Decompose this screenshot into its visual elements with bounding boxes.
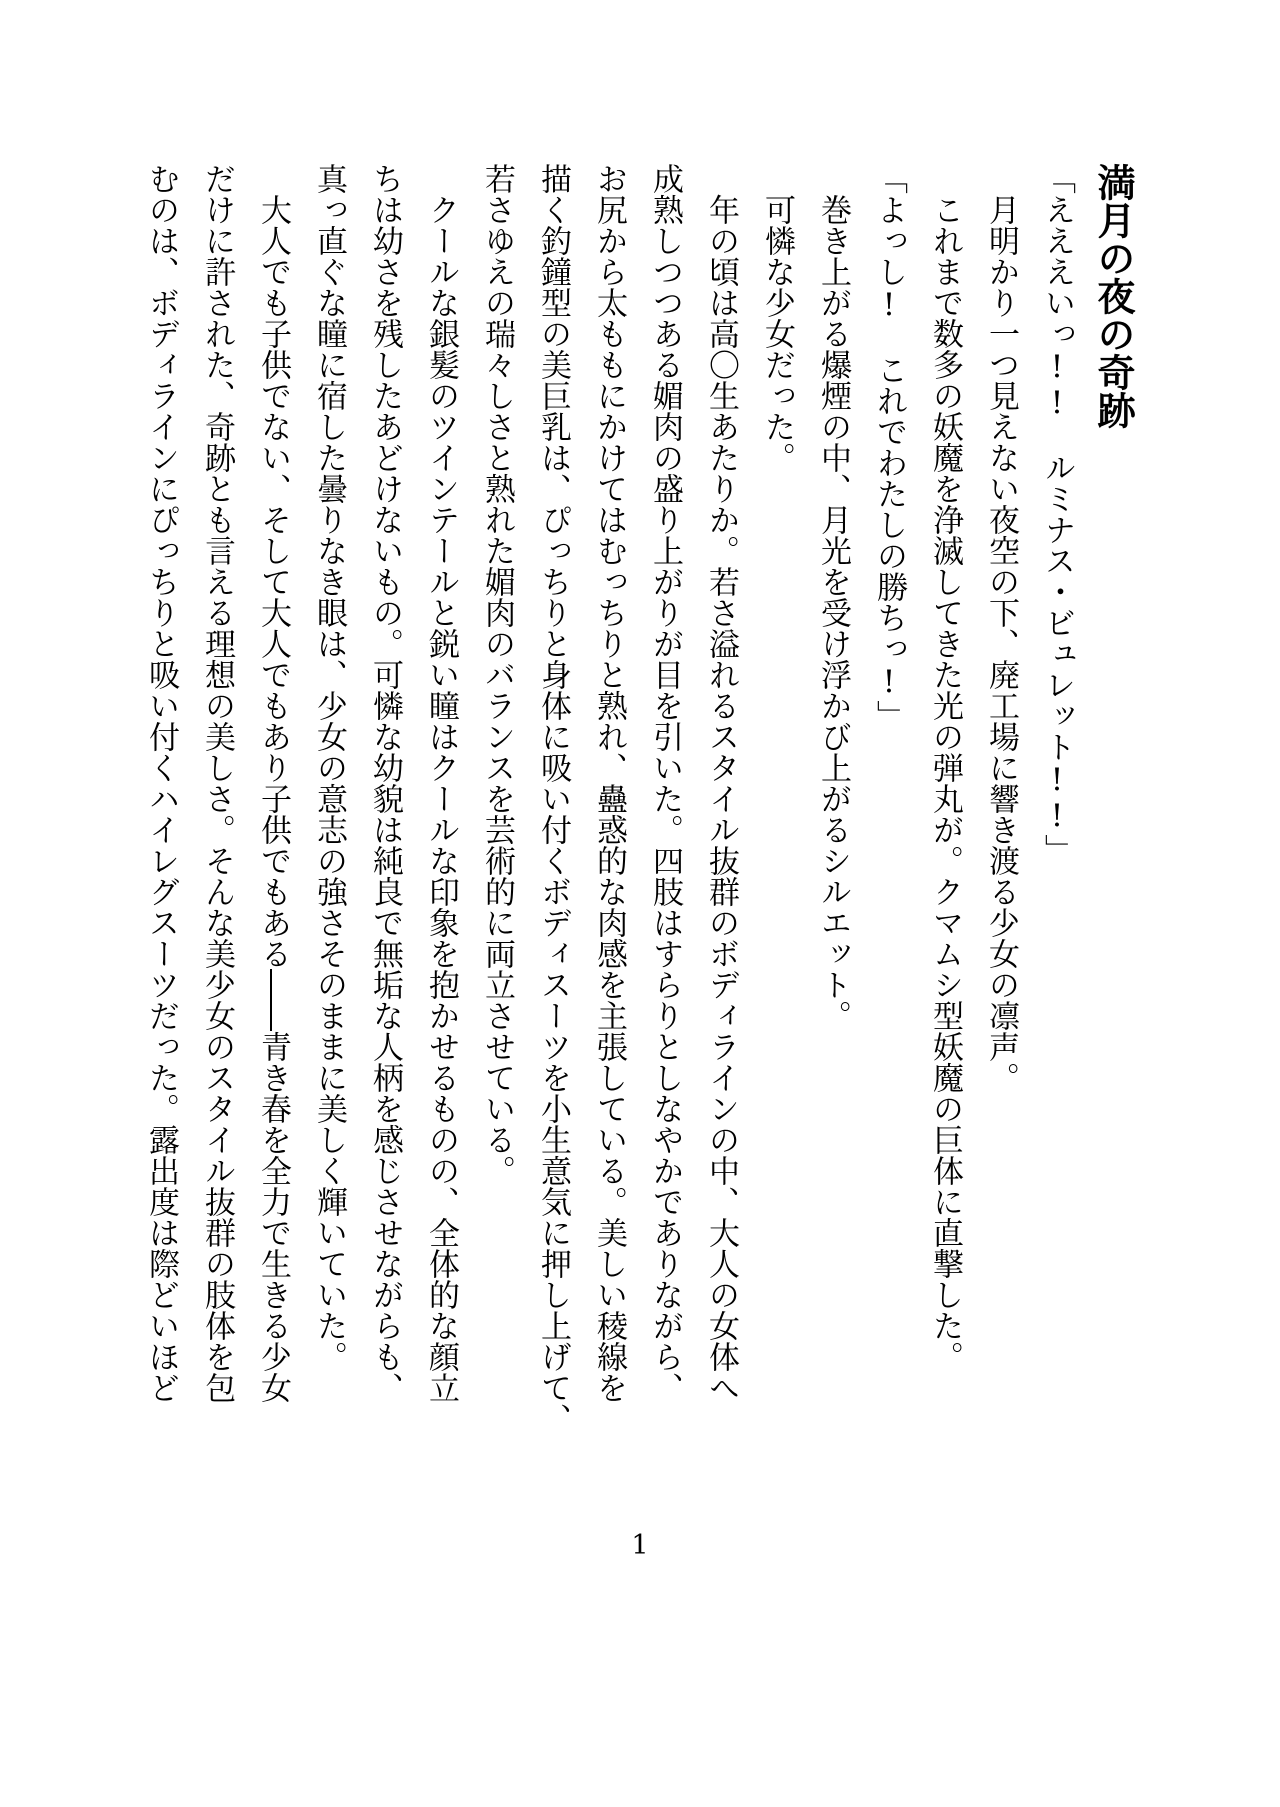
text-line: ちは幼さを残したあどけないもの。可憐な幼貌は純良で無垢な人柄を感じさせながらも、 [367, 163, 403, 1403]
text-line: これまで数多の妖魔を浄滅してきた光の弾丸が。クマムシ型妖魔の巨体に直撃した。 [927, 163, 963, 1372]
text-line: 可憐な少女だった。 [759, 163, 795, 473]
page-title: 満月の夜の奇跡 [1091, 163, 1136, 429]
text-line: だけに許された、奇跡とも言える理想の美しさ。そんな美少女のスタイル抜群の肢体を包 [199, 163, 235, 1403]
body-lines [133, 163, 1085, 1498]
text-line: 若さゆえの瑞々しさと熟れた媚肉のバランスを芸術的に両立させている。 [479, 163, 515, 1186]
exclamation-marks: ! [871, 664, 907, 700]
text-line: 「えええいっ!! ルミナス・ビュレット!!」 [1039, 163, 1075, 865]
vertical-text-block [133, 163, 1141, 1498]
exclamation-marks: !! [1039, 349, 1075, 421]
text-line: 描く釣鐘型の美巨乳は、ぴっちりと身体に吸い付くボディスーツを小生意気に押し上げて、 [535, 163, 571, 1434]
text-line: お尻から太ももにかけてはむっちりと熟れ、蠱惑的な肉感を主張している。美しい稜線を [591, 163, 627, 1403]
text-line: 真っ直ぐな瞳に宿した曇りなき眼は、少女の意志の強さそのままに美しく輝いていた。 [311, 163, 347, 1372]
exclamation-marks: !! [1039, 762, 1075, 834]
text-line: 「よっし! これでわたしの勝ちっ!」 [871, 163, 907, 731]
text-line: 大人でも子供でない、そして大人でもあり子供でもある――青き春を全力で生きる少女 [255, 163, 291, 1403]
text-line: 巻き上がる爆煙の中、月光を受け浮かび上がるシルエット。 [815, 163, 851, 1031]
text-line: むのは、ボディラインにぴっちりと吸い付くハイレグスーツだった。露出度は際どいほど [143, 163, 179, 1403]
text-line: 年の頃は高〇生あたりか。若さ溢れるスタイル抜群のボディラインの中、大人の女体へ [703, 163, 739, 1403]
text-line: クールな銀髪のツインテールと鋭い瞳はクールな印象を抱かせるものの、全体的な顔立 [423, 163, 459, 1403]
text-line: 月明かり一つ見えない夜空の下、廃工場に響き渡る少女の凛声。 [983, 163, 1019, 1093]
exclamation-marks: ! [871, 287, 907, 323]
page-number: 1 [631, 1530, 649, 1561]
text-line: 成熟しつつある媚肉の盛り上がりが目を引いた。四肢はすらりとしなやかでありながら、 [647, 163, 683, 1403]
